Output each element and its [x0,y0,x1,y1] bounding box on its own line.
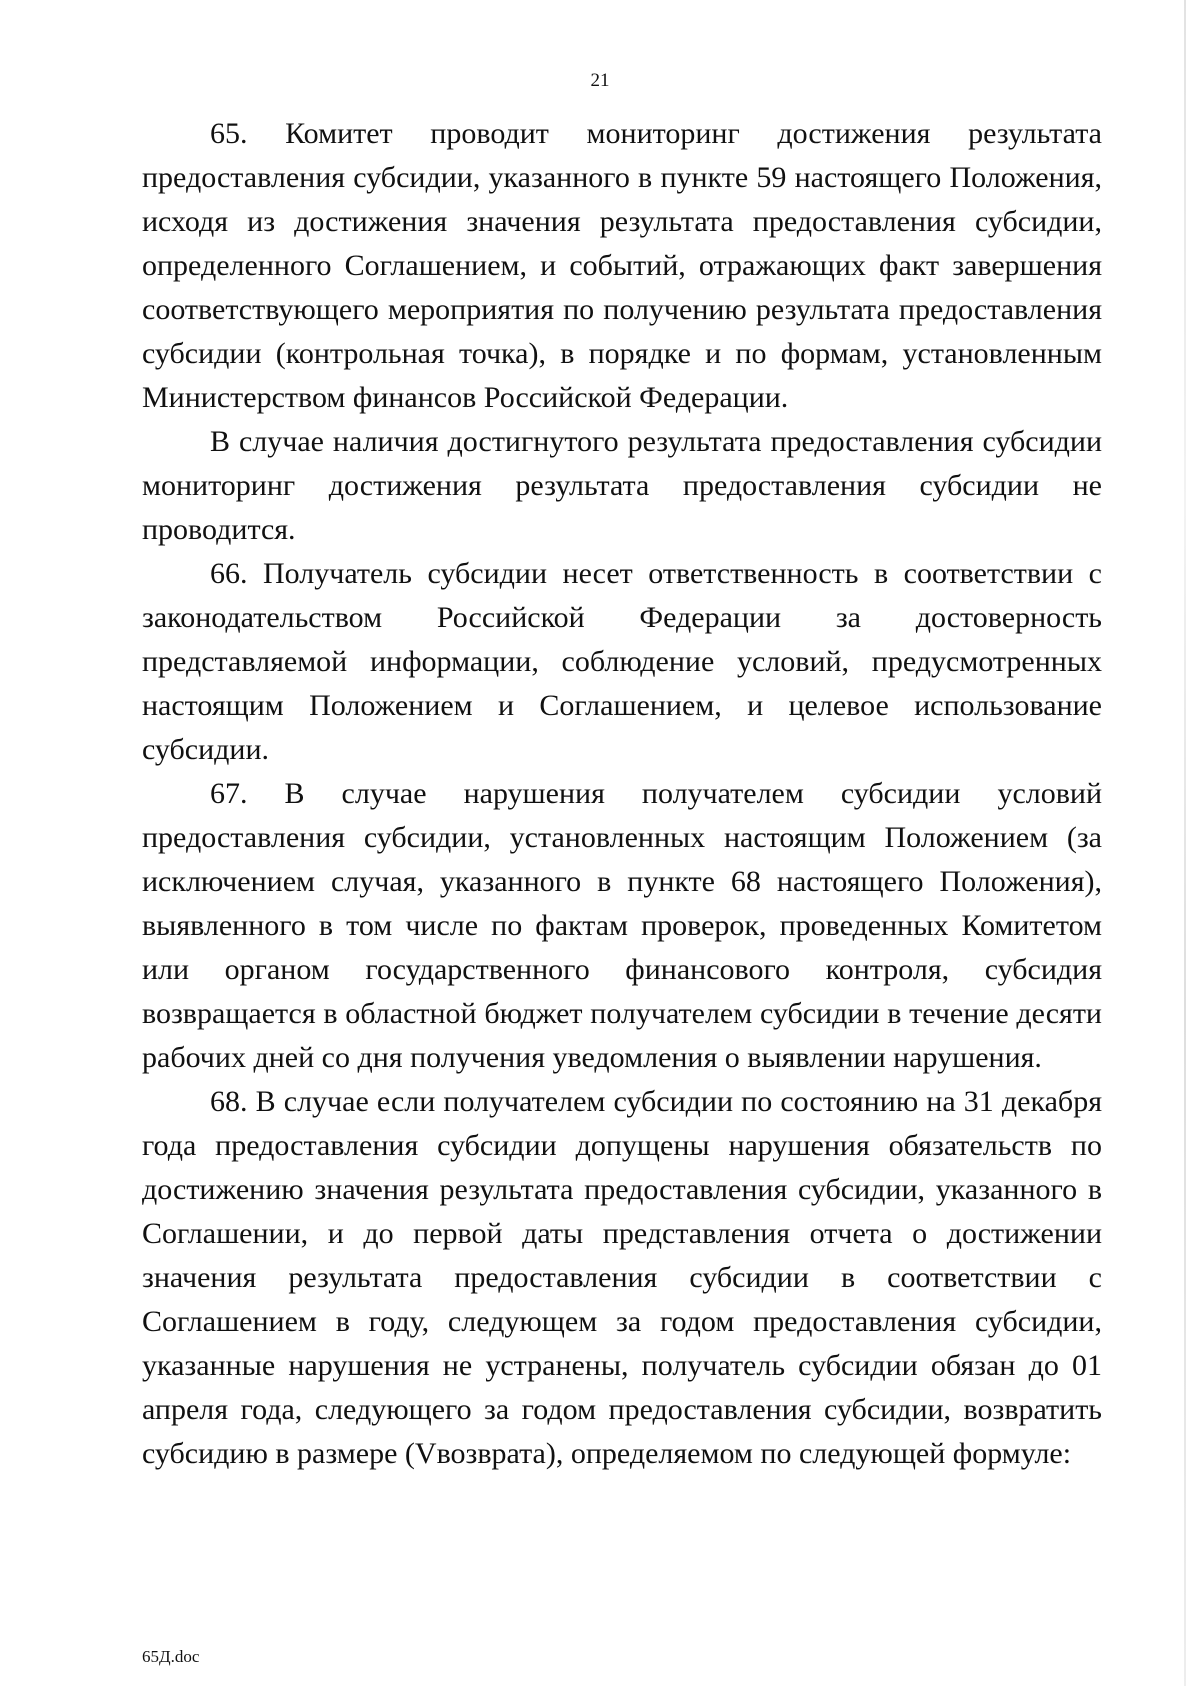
paragraph-65: 65. Комитет проводит мониторинг достижения результата предоставления субсидии, указанного в пункте 59 настоящего Положения, исходя из достижения значения результата предоставления субсидии, определенного Соглашением, и событий, отражающих факт завершения соответствующего мероприятия по получению результата предоставления субсидии (контрольная точка), в порядке и по формам, установленным Министерством финансов Российской Федерации. [142,117,1102,414]
scan-edge [1184,0,1186,1686]
paragraph-67: 67. В случае нарушения получателем субсидии условий предоставления субсидии, установленных настоящим Положением (за исключением случая, указанного в пункте 68 настоящего Положения), выявленного в том числе по фактам проверок, проведенных Комитетом или органом государственного финансового контроля, субсидия возвращается в областной бюджет получателем субсидии в течение десяти рабочих дней со дня получения уведомления о выявлении нарушения. [142,777,1102,1074]
document-body [142,112,1102,1476]
paragraph-65-note: В случае наличия достигнутого результата предоставления субсидии мониторинг достижения результата предоставления субсидии не проводится. [142,425,1102,546]
page-number: 21 [590,70,610,91]
footer-filename: 65Д.doc [142,1647,200,1666]
paragraph-66: 66. Получатель субсидии несет ответственность в соответствии с законодательством Российской Федерации за достоверность представляемой информации, соблюдение условий, предусмотренных настоящим Положением и Соглашением, и целевое использование субсидии. [142,557,1102,766]
paragraph-68: 68. В случае если получателем субсидии по состоянию на 31 декабря года предоставления субсидии допущены нарушения обязательств по достижению значения результата предоставления субсидии, указанного в Соглашении, и до первой даты представления отчета о достижении значения результата предоставления субсидии в соответствии с Соглашением в году, следующем за годом предоставления субсидии, указанные нарушения не устранены, получатель субсидии обязан до 01 апреля года, следующего за годом предоставления субсидии, возвратить субсидию в размере (Vвозврата), определяемом по следующей формуле: [142,1085,1102,1470]
